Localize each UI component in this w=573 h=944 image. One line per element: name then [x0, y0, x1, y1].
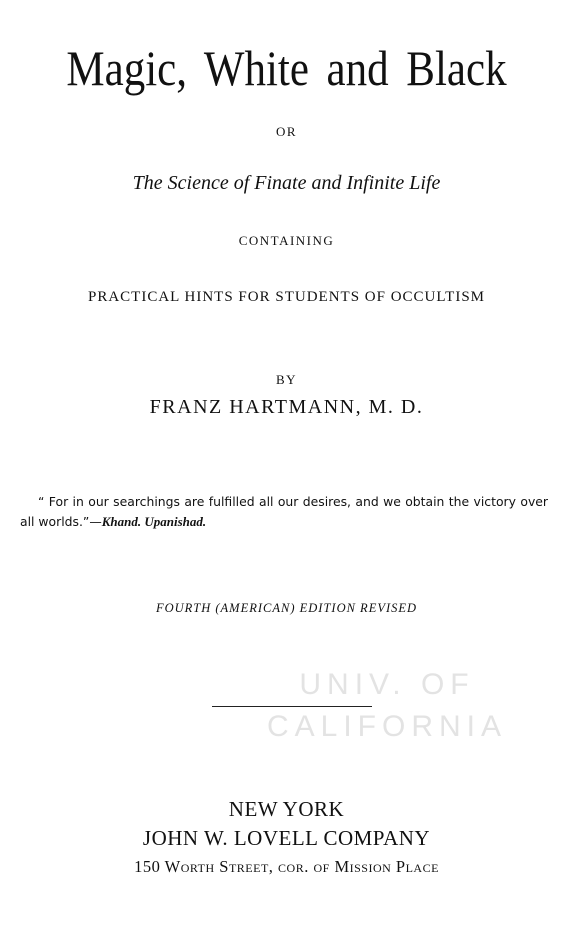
imprint-address: 150 Worth Street, cor. of Mission Place — [134, 857, 439, 876]
edition-note: FOURTH (AMERICAN) EDITION REVISED — [155, 601, 418, 615]
by-label: BY — [275, 372, 298, 387]
epigraph-quote — [20, 492, 548, 532]
quote-text: “ For in our searchings are fulfilled all our desires, and we obtain the victory over all worlds.”— — [20, 494, 548, 529]
library-stamp-line-1: UNIV. OF — [299, 668, 475, 701]
author-name: FRANZ HARTMANN, M. D. — [149, 396, 424, 418]
quote-source: Khand. Upanishad. — [101, 514, 207, 529]
book-title: Magic, White and Black — [66, 40, 507, 96]
imprint-city: NEW YORK — [228, 797, 345, 821]
containing-label: CONTAINING — [238, 233, 335, 248]
hints-line: PRACTICAL HINTS FOR STUDENTS OF OCCULTISM — [87, 289, 486, 305]
imprint-publisher: JOHN W. LOVELL COMPANY — [142, 826, 431, 850]
library-stamp-line-2: CALIFORNIA — [266, 710, 508, 743]
or-label: OR — [275, 124, 298, 139]
book-subtitle: The Science of Finate and Infinite Life — [132, 172, 441, 194]
divider-rule — [212, 706, 372, 707]
